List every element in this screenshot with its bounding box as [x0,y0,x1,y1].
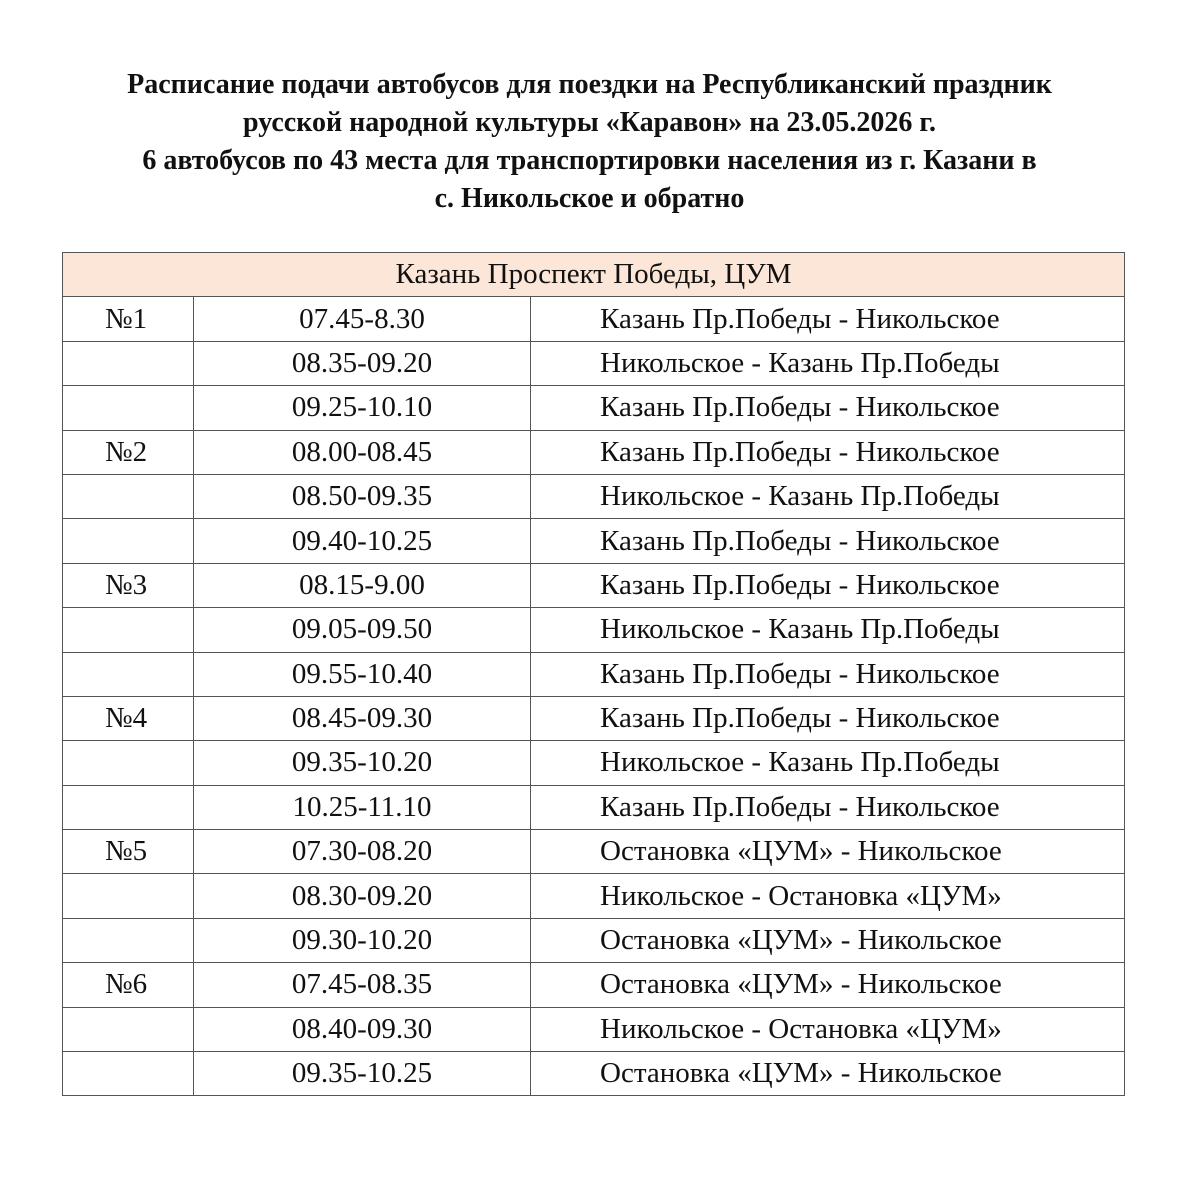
bus-number-cell: №3 [63,563,194,607]
time-cell: 09.55-10.40 [194,652,531,696]
bus-number-cell: №5 [63,830,194,874]
route-cell: Казань Пр.Победы - Никольское [531,430,1125,474]
table-row [63,652,1125,696]
route-cell: Остановка «ЦУМ» - Никольское [531,918,1125,962]
table-row [63,1052,1125,1096]
time-cell: 08.30-09.20 [194,874,531,918]
time-cell: 09.05-09.50 [194,608,531,652]
table-row [63,608,1125,652]
time-cell: 08.35-09.20 [194,341,531,385]
route-cell: Казань Пр.Победы - Никольское [531,386,1125,430]
bus-number-cell: №2 [63,430,194,474]
table-row [63,563,1125,607]
schedule-body [63,297,1125,1096]
time-cell: 09.25-10.10 [194,386,531,430]
table-header-row [63,253,1125,297]
route-cell: Остановка «ЦУМ» - Никольское [531,1052,1125,1096]
route-cell: Никольское - Казань Пр.Победы [531,341,1125,385]
time-cell: 09.40-10.25 [194,519,531,563]
time-cell: 07.45-08.35 [194,963,531,1007]
title-line: с. Никольское и обратно [434,183,745,214]
bus-number-cell [63,1007,194,1051]
bus-number-cell [63,386,194,430]
route-cell: Казань Пр.Победы - Никольское [531,563,1125,607]
time-cell: 08.00-08.45 [194,430,531,474]
route-cell: Остановка «ЦУМ» - Никольское [531,963,1125,1007]
table-row [63,386,1125,430]
time-cell: 07.45-8.30 [194,297,531,341]
route-cell: Казань Пр.Победы - Никольское [531,297,1125,341]
title-line: 6 автобусов по 43 места для транспортировки населения из г. Казани в [142,145,1037,176]
document-title [0,66,1179,218]
schedule-table [62,252,1125,1096]
table-row [63,1007,1125,1051]
bus-number-cell [63,874,194,918]
route-cell: Никольское - Остановка «ЦУМ» [531,1007,1125,1051]
bus-number-cell [63,341,194,385]
table-row [63,341,1125,385]
table-row [63,430,1125,474]
time-cell: 08.15-9.00 [194,563,531,607]
bus-number-cell [63,785,194,829]
bus-number-cell [63,1052,194,1096]
route-cell: Казань Пр.Победы - Никольское [531,519,1125,563]
bus-number-cell [63,519,194,563]
time-cell: 08.40-09.30 [194,1007,531,1051]
table-row [63,874,1125,918]
route-cell: Остановка «ЦУМ» - Никольское [531,830,1125,874]
table-row [63,297,1125,341]
route-cell: Никольское - Казань Пр.Победы [531,741,1125,785]
bus-number-cell [63,918,194,962]
bus-number-cell: №4 [63,696,194,740]
table-row [63,785,1125,829]
table-row [63,963,1125,1007]
bus-number-cell [63,652,194,696]
time-cell: 09.30-10.20 [194,918,531,962]
route-cell: Никольское - Казань Пр.Победы [531,608,1125,652]
bus-number-cell [63,608,194,652]
time-cell: 08.45-09.30 [194,696,531,740]
title-line: Расписание подачи автобусов для поездки на Республиканский праздник [127,69,1052,100]
route-cell: Казань Пр.Победы - Никольское [531,652,1125,696]
time-cell: 09.35-10.25 [194,1052,531,1096]
route-cell: Казань Пр.Победы - Никольское [531,696,1125,740]
bus-number-cell [63,474,194,518]
table-row [63,519,1125,563]
route-cell: Никольское - Казань Пр.Победы [531,474,1125,518]
table-row [63,696,1125,740]
table-row [63,830,1125,874]
title-line: русской народной культуры «Каравон» на 23.05.2026 г. [243,107,936,138]
route-cell: Казань Пр.Победы - Никольское [531,785,1125,829]
time-cell: 10.25-11.10 [194,785,531,829]
table-row [63,474,1125,518]
route-cell: Никольское - Остановка «ЦУМ» [531,874,1125,918]
bus-number-cell: №6 [63,963,194,1007]
table-header: Казань Проспект Победы, ЦУМ [63,253,1125,297]
bus-number-cell: №1 [63,297,194,341]
table-row [63,918,1125,962]
time-cell: 07.30-08.20 [194,830,531,874]
time-cell: 08.50-09.35 [194,474,531,518]
table-row [63,741,1125,785]
bus-number-cell [63,741,194,785]
time-cell: 09.35-10.20 [194,741,531,785]
